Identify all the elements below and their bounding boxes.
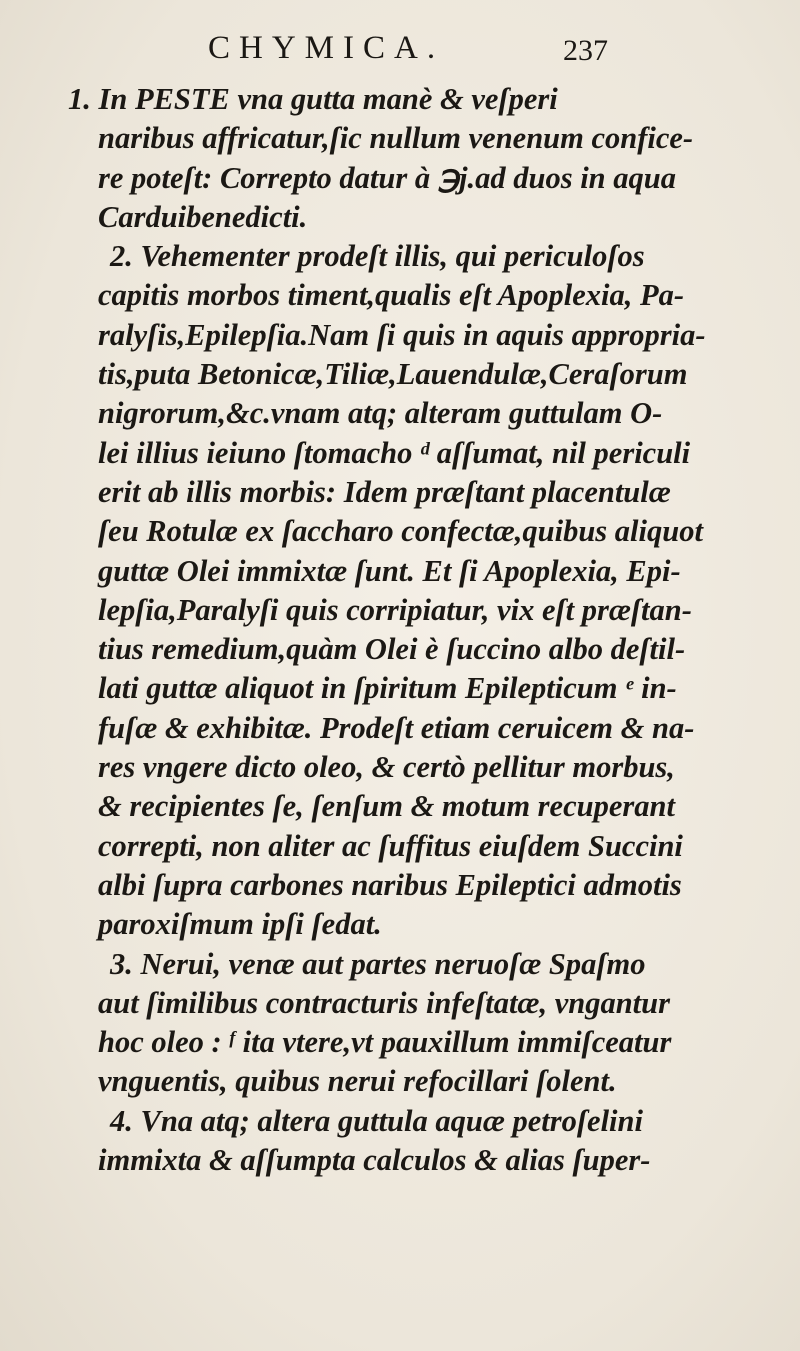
text-line: 2. Vehementer prodeſt illis, qui periculoſos — [110, 239, 645, 274]
text-line: fuſæ & exhibitæ. Prodeſt etiam ceruicem & na- — [98, 710, 695, 745]
text-line: tis,puta Betonicæ,Tiliæ,Lauendulæ,Ceraſorum — [98, 357, 688, 392]
text-line: immixta & aſſumpta calculos & alias ſuper- — [98, 1143, 651, 1178]
text-line: tius remedium,quàm Olei è ſuccino albo deſtil- — [98, 632, 686, 667]
text-line: & recipientes ſe, ſenſum & motum recuperant — [98, 789, 675, 824]
text-line: aut ſimilibus contracturis infeſtatæ, vngantur — [98, 985, 670, 1020]
text-line: 4. Vna atq; altera guttula aquæ petroſelini — [110, 1103, 643, 1138]
text-line: naribus affricatur,ſic nullum venenum confice- — [98, 121, 694, 156]
text-line: erit ab illis morbis: Idem præſtant placentulæ — [98, 474, 671, 509]
text-line: paroxiſmum ipſi ſedat. — [98, 907, 382, 942]
text-line: correpti, non aliter ac ſuffitus eiuſdem Succini — [98, 828, 683, 863]
text-line: lepſia,Paralyſi quis corripiatur, vix eſt præſtan- — [98, 592, 692, 627]
text-line: vnguentis, quibus nerui refocillari ſolent. — [98, 1064, 617, 1099]
body-text — [68, 80, 738, 1180]
page-number: 237 — [563, 34, 608, 67]
text-line: 1. In PESTE vna gutta manè & veſperi — [68, 82, 558, 116]
text-line: guttæ Olei immixtæ ſunt. Et ſi Apoplexia, Epi- — [98, 553, 681, 588]
text-line: ralyſis,Epilepſia.Nam ſi quis in aquis appropria- — [98, 317, 706, 352]
text-line: res vngere dicto oleo, & certò pellitur morbus, — [98, 750, 675, 785]
text-line: Carduibenedicti. — [98, 199, 308, 234]
text-line: hoc oleo : ᶠ ita vtere,vt pauxillum immiſceatur — [98, 1025, 672, 1060]
text-line: ſeu Rotulæ ex ſaccharo confectæ,quibus aliquot — [98, 514, 703, 549]
page-header — [0, 30, 800, 80]
text-line: lati guttæ aliquot in ſpiritum Epilepticum ᵉ in- — [98, 671, 677, 706]
text-line: capitis morbos timent,qualis eſt Apoplexia, Pa- — [98, 278, 684, 313]
text-line: albi ſupra carbones naribus Epileptici admotis — [98, 867, 682, 902]
running-title: CHYMICA. — [208, 30, 445, 66]
text-line: lei illius ieiuno ſtomacho ᵈ aſſumat, nil periculi — [98, 435, 691, 470]
text-line: nigrorum,&c.vnam atq; alteram guttulam O- — [98, 396, 663, 431]
text-line: 3. Nerui, venæ aut partes neruoſæ Spaſmo — [110, 946, 646, 981]
text-line: re poteſt: Correpto datur à ℈j.ad duos in aqua — [98, 160, 676, 195]
